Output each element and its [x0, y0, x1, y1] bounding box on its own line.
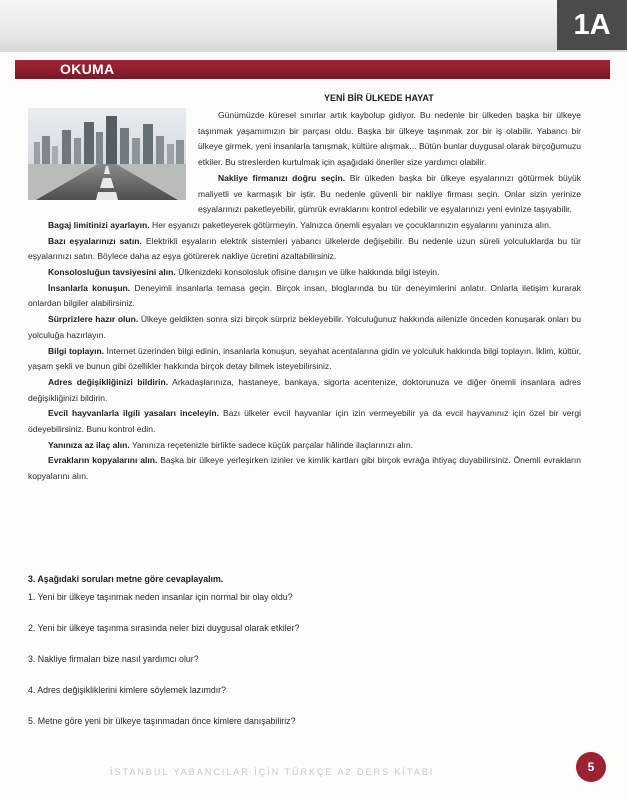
item-text: Arkadaşlarınıza, hastaneye, bankaya, sigorta acentenize, doktorunuza ve diğer önemli insanlara adres değişikliğinizi bildirin.: [28, 376, 581, 403]
item-heading: Bilgi toplayın.: [48, 345, 105, 356]
item-heading: Bazı eşyalarınızı satın.: [48, 235, 142, 246]
top-header-bar: [0, 0, 627, 52]
item-text: Her eşyanızı paketleyerek götürmeyin. Yalnızca önemli eşyaları ve çocuklarınızın eşyalarını yanınıza alın.: [152, 219, 552, 230]
item-heading: Adres değişikliğinizi bildirin.: [48, 376, 169, 387]
question-item: 3. Nakliye firmaları bize nasıl yardımcı olur?: [28, 654, 199, 664]
item-text: Yanınıza reçetenizle birlikte sadece küçük parçalar hâlinde ilaçlarınızı alın.: [131, 439, 414, 450]
item-text: Bazı ülkeler evcil hayvanlar için izin vermeyebilir ya da evcil hayvanınız için özel bir vergi ödeyebilirsiniz. Bunu kontrol edin.: [28, 408, 581, 435]
section-band: [15, 60, 610, 79]
question-item: 5. Metne göre yeni bir ülkeye taşınmadan önce kimlere danışabiliriz?: [28, 716, 296, 726]
article-title: YENİ BİR ÜLKEDE HAYAT: [324, 93, 434, 103]
question-item: 1. Yeni bir ülkeye taşınmak neden insanlar için normal bir olay oldu?: [28, 592, 293, 602]
item-text: Deneyimli insanlarla temasa geçin. Birçok insan, bloglarında bu tür deneyimlerini anlatır. Onlarla iletişim kurarak onlardan bilgiler alabilirsiniz.: [28, 282, 581, 309]
article-item: [28, 265, 581, 281]
item-heading: Konsolosluğun tavsiyesini alın.: [48, 267, 176, 278]
item-heading: İnsanlarla konuşun.: [48, 282, 131, 293]
exercise-section: [28, 574, 581, 745]
exercise-heading: 3. Aşağıdaki soruları metne göre cevaplayalım.: [28, 574, 224, 584]
question-item: 4. Adres değişikliklerini kimlere söylemek lazımdır?: [28, 685, 226, 695]
item-text: Başka bir ülkeye yerleşirken izinler ve kimlik kartları gibi birçok evrağa ihtiyaç duyabilirsiniz. Önemli evrakların kopyalarını alın.: [28, 455, 582, 482]
article-item: [28, 406, 581, 437]
article-item: [28, 312, 581, 343]
item-heading: Nakliye firmanızı doğru seçin.: [218, 172, 346, 183]
question-item: 2. Yeni bir ülkeye taşınma sırasında neler bizi duygusal olarak etkiler?: [28, 623, 300, 633]
article-body: [28, 92, 581, 485]
city-road-photo: [28, 108, 186, 200]
section-label: OKUMA: [60, 61, 115, 77]
article-intro: Günümüzde küresel sınırlar artık kaybolup gidiyor. Bu nedenle bir ülkeden başka bir ülkeye taşınmak yaşamımızın bir parçası oldu. Başka bir ülkeye taşınmak zor bir iş olabilir. Yabancı bir ülkeye girmek, yeni insanlarla tanışmak, kültüre alışmak... Bütün bunlar duygusal olarak birçoğumuzu etkiler. Bu streslerden kurtulmak için aşağıdaki öneriler size yardımcı olabilir.: [198, 110, 581, 168]
article-item: [28, 453, 581, 484]
item-heading: Bagaj limitinizi ayarlayın.: [48, 219, 150, 230]
item-heading: Sürprizlere hazır olun.: [48, 314, 139, 325]
item-text: Bir ülkeden başka bir ülkeye eşyalarınızı götürmek büyük maliyetli ve karmaşık bir iştir. Bu nedenle güvenli bir nakliye firması seçin. Onlar sizin yerinize eşyalarınızı paketleyebilir, gümrük evraklarını kontrol edebilir ve eşyalarınızı yeni evinize taşıyabilir.: [198, 172, 581, 215]
footer-book-title: İSTANBUL YABANCILAR İÇİN TÜRKÇE A2 DERS KİTABI: [110, 767, 435, 777]
article-item: [28, 344, 581, 375]
article-item: [28, 234, 581, 265]
item-heading: Evcil hayvanlarla ilgili yasaları inceleyin.: [48, 408, 219, 419]
page-number-badge: 5: [576, 752, 606, 782]
article-item: [28, 281, 581, 312]
item-text: Elektrikli eşyaların elektrik sistemleri yabancı ülkelerde değişebilir. Bu nedenle uzun süreli yolculuklarda bu tür eşyalarınızı satın. Böylece daha az eşya götürerek nakliye ücretini azaltabilirsiniz.: [28, 235, 582, 262]
article-item: [28, 218, 581, 234]
item-text: Ülkeye geldikten sonra sizi birçok sürpriz bekleyebilir. Yolculuğunuz hakkında ailenizle önceden konuşarak onları bu yolculuğa hazırlayın.: [28, 314, 581, 340]
item-heading: Evrakların kopyalarını alın.: [48, 455, 158, 466]
article-item: [28, 375, 581, 406]
item-text: Ülkenizdeki konsolosluk ofisine danışın ve ülke hakkında bilgi isteyin.: [178, 267, 440, 278]
article-item: [28, 438, 581, 454]
item-text: İnternet üzerinden bilgi edinin, insanlarla konuşun, seyahat acentalarına gidin ve yolculuk hakkında bilgi toplayın. İklim, kültür, yaşam şekli ve bunun gibi özellikler hakkında birçok detay bilmek isteyebilirsiniz.: [28, 345, 582, 372]
item-heading: Yanınıza az ilaç alın.: [48, 439, 130, 450]
lesson-badge: 1A: [557, 0, 627, 50]
